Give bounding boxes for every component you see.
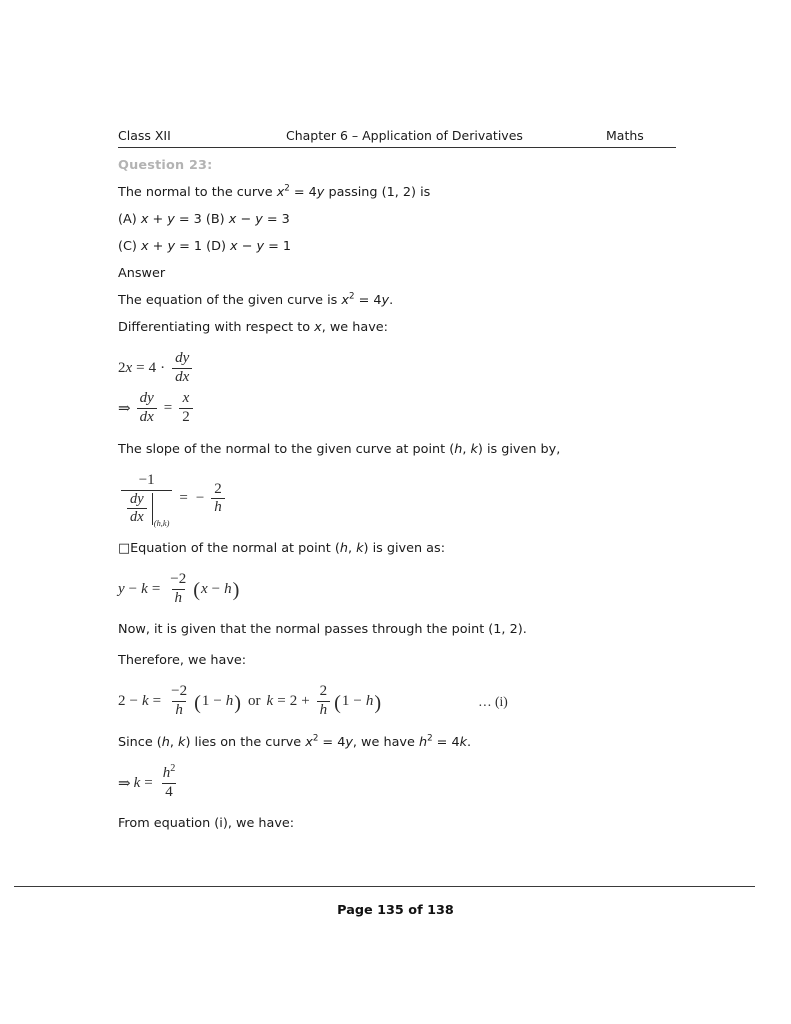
normal-pre: Equation of the normal at point ( xyxy=(130,540,340,556)
statement-mid: = 4 xyxy=(289,185,317,200)
eq5-right-open-paren: ( xyxy=(334,691,341,714)
eq5-left-close-paren: ) xyxy=(234,691,242,714)
answer-therefore-line: Therefore, we have: xyxy=(118,653,247,669)
eq2-fraction-x-over-2 xyxy=(179,391,193,426)
eq5-left-2: 2 xyxy=(118,693,126,710)
eq4-minus-2: − xyxy=(211,580,221,597)
curve-pre: The equation of the given curve is xyxy=(118,292,342,308)
option-d-eq: = 1 xyxy=(264,238,292,254)
eq5-left-numerator: −2 xyxy=(171,683,188,700)
option-a-plus: + xyxy=(148,211,168,227)
equation-substitute xyxy=(118,684,718,719)
eq6-fraction xyxy=(160,762,179,801)
option-c-label: (C) xyxy=(118,238,141,254)
since-eq: = 4 xyxy=(318,734,346,750)
eq4-numerator: −2 xyxy=(170,570,187,587)
since-var-k2: k xyxy=(459,734,468,750)
eq2-implies-arrow: ⇒ xyxy=(118,401,131,418)
eq5-right-equals: = xyxy=(277,693,286,710)
eq1-equals: = xyxy=(136,359,145,376)
eq3-result-denominator-h: h xyxy=(211,498,225,516)
missing-glyph-box-icon: □ xyxy=(118,540,131,556)
eq3-eval-wrapper xyxy=(124,490,170,529)
slope-var-k: k xyxy=(470,441,478,457)
option-b-label: (B) xyxy=(205,211,229,227)
eq3-evaluation-subscript: (h,k) xyxy=(153,519,170,529)
eq1-numerator-dy: dy xyxy=(175,349,190,366)
since-comma: , xyxy=(169,734,179,750)
eq2-fraction-dydx xyxy=(137,391,157,426)
answer-passes-line: Now, it is given that the normal passes through the point (1, 2). xyxy=(118,622,527,638)
eq1-var-x: x xyxy=(125,359,133,376)
eq5-right-numerator: 2 xyxy=(319,683,328,700)
eq5-left-k: k xyxy=(141,693,149,710)
eq1-denominator-dx: dx xyxy=(172,368,192,386)
option-d-minus: − xyxy=(237,238,257,254)
eq3-inner-numerator-dy: dy xyxy=(130,490,144,507)
curve-mid: = 4 xyxy=(354,292,382,308)
question-title: Question 23: xyxy=(118,158,213,173)
curve-exponent: 2 xyxy=(348,291,355,302)
slope-comma: , xyxy=(462,441,471,457)
curve-var-y: y xyxy=(381,292,390,308)
since-var-h2: h xyxy=(418,734,428,750)
eq2-denominator-2: 2 xyxy=(179,408,193,426)
eq4-denominator: h xyxy=(172,589,186,607)
equation-derivative-2 xyxy=(118,391,718,426)
page-number-footer: Page 135 of 138 xyxy=(337,903,454,918)
option-a-eq: = 3 xyxy=(174,211,206,227)
eq4-fraction xyxy=(167,572,189,607)
eq3-inner-denominator-dx: dx xyxy=(127,508,147,525)
eq6-equals: = xyxy=(144,774,153,791)
slope-pre: The slope of the normal to the given curve at point ( xyxy=(118,441,455,457)
since-var-k: k xyxy=(178,734,186,750)
option-b-eq: = 3 xyxy=(262,211,290,227)
equation-derivative-1 xyxy=(118,351,718,386)
answer-since-line xyxy=(118,735,718,751)
answer-curve-line xyxy=(118,293,718,309)
eq5-right-fraction xyxy=(317,684,331,719)
eq3-outer-fraction xyxy=(121,471,172,529)
slope-post: ) is given by, xyxy=(477,441,561,457)
diff-var-x: x xyxy=(314,319,322,335)
option-line-cd xyxy=(118,239,718,255)
since-var-y: y xyxy=(345,734,353,750)
equation-normal-line xyxy=(118,572,718,607)
statement-var-x: x xyxy=(276,185,285,200)
since-mid: ) lies on the curve xyxy=(185,734,306,750)
normal-post: ) is given as: xyxy=(363,540,446,556)
statement-var-y: y xyxy=(316,185,325,200)
eq3-minus-sign: − xyxy=(195,490,205,507)
eq5-right-h: h xyxy=(365,693,374,710)
since-mid2: , we have xyxy=(352,734,419,750)
statement-pre: The normal to the curve xyxy=(118,185,277,200)
option-b-x: x xyxy=(228,211,237,227)
option-d-y: y xyxy=(256,238,265,254)
option-b-minus: − xyxy=(236,211,256,227)
eq2-equals: = xyxy=(163,400,173,417)
eq6-denominator-4: 4 xyxy=(162,783,176,801)
option-b-y: y xyxy=(255,211,263,227)
eq5-left-sub: − xyxy=(213,693,222,710)
option-d-label: (D) xyxy=(206,238,231,254)
eq4-var-x: x xyxy=(201,580,208,597)
option-c-x: x xyxy=(141,238,149,254)
eq5-right-close-paren: ) xyxy=(374,691,382,714)
eq1-coefficient: 2 xyxy=(118,359,126,376)
equation-k-value xyxy=(118,762,718,801)
eq4-var-y: y xyxy=(118,580,125,597)
page-header xyxy=(118,128,676,148)
slope-var-h: h xyxy=(454,441,463,457)
eq3-denominator-eval xyxy=(121,490,172,529)
header-chapter: Chapter 6 – Application of Derivatives xyxy=(286,128,523,143)
eq5-left-fraction xyxy=(168,684,190,719)
footer-divider xyxy=(14,886,755,887)
diff-post: , we have: xyxy=(321,319,388,335)
eq3-result-fraction xyxy=(211,482,225,517)
eq2-numerator-x: x xyxy=(182,390,190,407)
eq3-equals: = xyxy=(179,490,188,507)
eq6-implies-arrow: ⇒ xyxy=(118,775,131,792)
eq5-left-equals: = xyxy=(152,693,162,710)
header-subject: Maths xyxy=(606,128,644,143)
option-c-eq: = 1 xyxy=(175,238,207,254)
eq3-inner-fraction-dydx xyxy=(127,492,147,525)
eq4-open-paren: ( xyxy=(193,579,200,602)
statement-exponent: 2 xyxy=(284,183,290,194)
statement-post: passing (1, 2) is xyxy=(324,185,431,200)
eq5-right-k: k xyxy=(266,693,274,710)
eq6-numerator-h: h xyxy=(162,764,171,781)
answer-heading: Answer xyxy=(118,265,166,281)
eq5-left-one: 1 xyxy=(201,693,210,710)
eq5-right-sub: − xyxy=(353,693,362,710)
answer-differentiate-line xyxy=(118,320,718,336)
eq5-or-text: or xyxy=(248,693,261,710)
option-c-y: y xyxy=(167,238,176,254)
option-a-y: y xyxy=(167,211,175,227)
answer-from-equation-line: From equation (i), we have: xyxy=(118,816,295,832)
eq6-var-k: k xyxy=(133,774,141,791)
eq3-numerator-minus1: −1 xyxy=(138,471,155,488)
since-pre: Since ( xyxy=(118,734,162,750)
since-var-x: x xyxy=(305,734,313,750)
eq6-numerator-exponent: 2 xyxy=(170,762,176,774)
eq4-minus-1: − xyxy=(128,580,138,597)
curve-var-x: x xyxy=(341,292,349,308)
eq2-numerator-dy: dy xyxy=(139,390,154,407)
page-content xyxy=(118,158,718,847)
eq5-right-plus: + xyxy=(301,693,310,710)
option-line-ab xyxy=(118,212,718,228)
normal-var-h: h xyxy=(339,540,348,556)
equation-number-i: … (i) xyxy=(478,693,508,709)
eq1-four: 4 xyxy=(148,359,157,376)
eq5-right-denominator: h xyxy=(317,701,331,719)
eq4-var-h: h xyxy=(224,580,232,597)
eq4-close-paren: ) xyxy=(232,579,240,602)
diff-pre: Differentiating with respect to xyxy=(118,319,315,335)
eq2-denominator-dx: dx xyxy=(137,408,157,426)
option-a-label: (A) xyxy=(118,211,141,227)
since-h-exponent: 2 xyxy=(427,733,433,744)
eq4-equals: = xyxy=(151,580,161,597)
eq5-right-2: 2 xyxy=(289,693,298,710)
since-end: = 4 xyxy=(432,734,460,750)
eq5-right-one: 1 xyxy=(341,693,350,710)
eq5-left-h: h xyxy=(225,693,234,710)
since-period: . xyxy=(467,734,472,750)
since-var-h: h xyxy=(161,734,170,750)
answer-slope-line xyxy=(118,442,718,458)
curve-post: . xyxy=(389,292,394,308)
header-class: Class XII xyxy=(118,128,171,143)
eq1-dot: · xyxy=(160,359,166,376)
eq6-numerator xyxy=(160,762,179,783)
since-x-exponent: 2 xyxy=(312,733,319,744)
option-d-x: x xyxy=(230,238,238,254)
normal-comma: , xyxy=(347,540,357,556)
normal-var-k: k xyxy=(356,540,364,556)
answer-normal-equation-line xyxy=(118,541,718,557)
option-a-x: x xyxy=(140,211,149,227)
eq1-fraction-dydx xyxy=(172,351,192,386)
option-c-plus: + xyxy=(148,238,168,254)
eq5-left-denominator: h xyxy=(172,701,186,719)
eq5-left-minus: − xyxy=(129,693,138,710)
eq5-left-open-paren: ( xyxy=(194,691,201,714)
eq3-result-numerator-2: 2 xyxy=(214,480,222,497)
equation-normal-slope xyxy=(118,471,718,529)
eq4-var-k: k xyxy=(141,580,148,597)
question-statement xyxy=(118,185,718,201)
